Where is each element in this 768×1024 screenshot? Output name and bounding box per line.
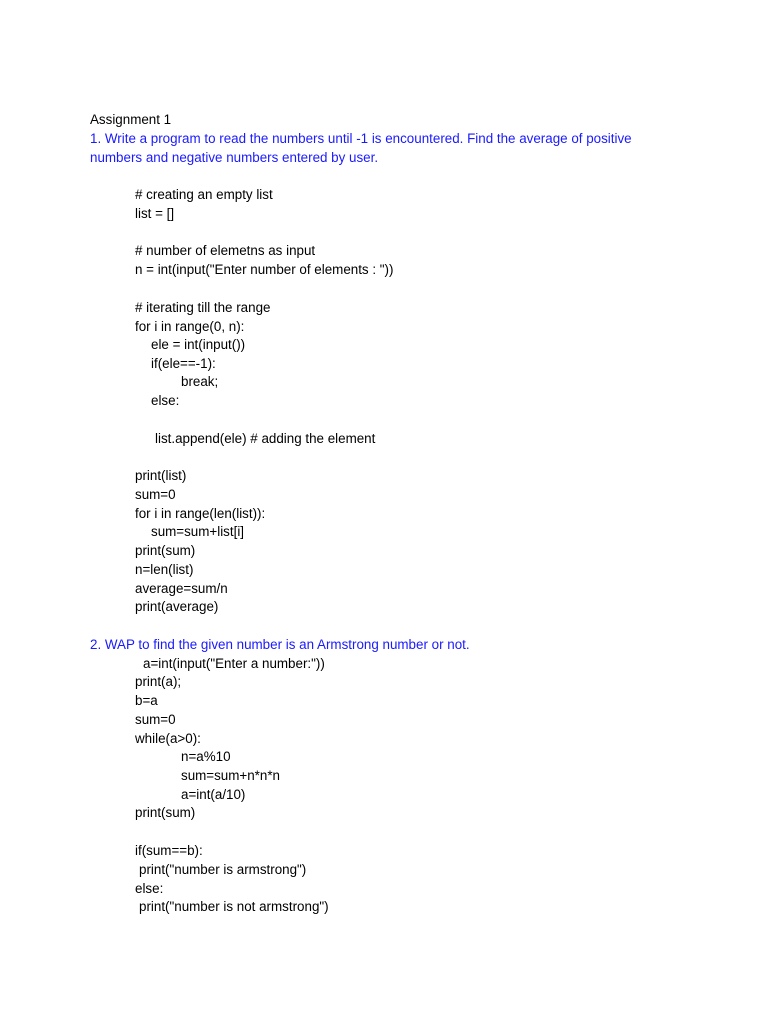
code-line: ele = int(input()) (151, 337, 246, 352)
code-line: n=len(list) (135, 562, 194, 577)
code-line: print("number is not armstrong") (139, 899, 329, 914)
code-line: sum=0 (135, 712, 176, 727)
code-line: a=int(a/10) (181, 787, 246, 802)
code-line: print("number is armstrong") (139, 862, 307, 877)
code-line: sum=sum+n*n*n (181, 768, 280, 783)
code-line: print(average) (135, 599, 219, 614)
question-1-line-2: numbers and negative numbers entered by user. (90, 150, 379, 165)
question-1-line-1: 1. Write a program to read the numbers until -1 is encountered. Find the average of positive (90, 131, 632, 146)
code-line: n = int(input("Enter number of elements : ")) (135, 262, 394, 277)
code-line: list.append(ele) # adding the element (155, 431, 376, 446)
code-line: for i in range(len(list)): (135, 506, 266, 521)
code-line: # number of elemetns as input (135, 243, 316, 258)
code-line: while(a>0): (135, 731, 201, 746)
code-line: b=a (135, 693, 158, 708)
code-line: list = [] (135, 206, 175, 221)
code-line: for i in range(0, n): (135, 319, 245, 334)
code-line: print(list) (135, 468, 187, 483)
code-line: if(ele==-1): (151, 356, 216, 371)
code-line: print(a); (135, 674, 182, 689)
code-line: n=a%10 (181, 749, 231, 764)
code-line: sum=sum+list[i] (151, 524, 245, 539)
code-line: average=sum/n (135, 581, 228, 596)
code-line: # creating an empty list (135, 187, 273, 202)
code-line: sum=0 (135, 487, 176, 502)
code-line: print(sum) (135, 543, 196, 558)
assignment-title: Assignment 1 (90, 112, 172, 127)
code-line: a=int(input("Enter a number:")) (143, 656, 325, 671)
code-line: break; (181, 374, 219, 389)
code-line: print(sum) (135, 805, 196, 820)
code-line: else: (135, 881, 164, 896)
code-line: else: (151, 393, 180, 408)
code-line: # iterating till the range (135, 300, 271, 315)
question-2-line-1: 2. WAP to find the given number is an Armstrong number or not. (90, 637, 470, 652)
code-line: if(sum==b): (135, 843, 203, 858)
